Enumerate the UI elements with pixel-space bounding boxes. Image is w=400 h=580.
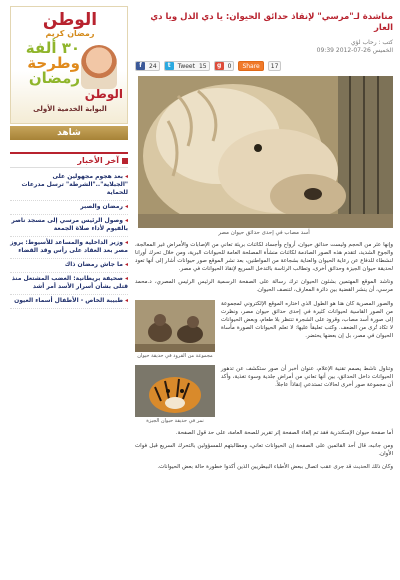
ramadan-ad-banner[interactable] — [10, 6, 128, 124]
tweet-label: Tweet — [177, 62, 195, 70]
news-item-text: وزير الداخلية والمساعد للأسيوط: بروز مصر بعد العقاد على رأس وقد القضاء — [10, 239, 128, 254]
article-paragraph: وكان ذلك الحديث قد جرى عقب اتصال ببعض الأطباء البيطريين الذين أكدوا خطورة حالة بعض الحيوانات. — [157, 464, 393, 470]
article-paragraph: وإنها عثر من الحجم وليست حدائق حيوان، أرواح وأجساد لكائنات بريئة تعاني من الإصابات والأمراض غير المعالجة، والجوع الشديد، لتقدم هذه الصور الصادمة لكائنات منشأة المصلحة العامة للحيوانات البرية، ومن خلال تحرك أورانا لنشطاء للدفاع عن رعاية الحيوان والعناية بشجاعة من المواطنين، بعد نشر الموقع صور حيوانات أشار إلى أنها تعود لحديقة حيوان الجيزة وحدائق أخرى، وتطالب الرئاسة بالتدخل السريع لإنقاذ الحيوانات في مصر. — [135, 242, 393, 272]
article-paragraph: وتناول ناشط يصمم تقنية الإعلام، عنوان أخبر أن صور ستكشف عن تدهور الحيوانات داخل الحدائق، بين أنها تعاني من أمراض جلدية وسوء تغذية، وأكد أن مجموعة صور أخرى لحالات تستدعي إنقاذاً عاجلاً. — [221, 366, 393, 388]
gplus-count: 0 — [227, 62, 232, 70]
share-count — [268, 61, 282, 71]
square-icon — [122, 158, 128, 164]
article-date: الخميس 26-07-2012 09:39 — [316, 47, 393, 54]
share-bar — [135, 60, 393, 72]
news-item[interactable] — [10, 295, 128, 309]
monkeys-caption: مجموعة من القرود في حديقة حيوان — [137, 353, 213, 359]
ad-headline-3: رمضان — [28, 69, 80, 87]
ad-girl-photo — [81, 45, 117, 89]
news-item-text: صحيفة بريطانية: الغضب المشتعل منذ قتلى بشأن أسرار الأسد أمر أشد — [11, 275, 128, 290]
article-paragraph: ومن جانبه، قال أحد القائمين على الصفحة إن الحيوانات تعاني، ومطالبتهم للمسؤولين بالتحرك السريع قبل فوات الأوان. — [135, 443, 393, 457]
share-button[interactable] — [238, 61, 263, 71]
content-block-monkeys — [135, 300, 393, 359]
lion-photo — [138, 76, 393, 228]
article-paragraph: أما صفحة حيوان الإسكندرية فقد تم إلغاء الصفحة إثر تقرير للصحة العامة، على حد قول الصفحة. — [175, 430, 393, 436]
news-item[interactable] — [10, 273, 128, 295]
ad-headline-2: وطرحة — [27, 54, 80, 72]
ad-tagline: البوابة الخدمية الأولى — [33, 105, 107, 113]
bullet-icon: ◂ — [124, 217, 128, 224]
content-block-tiger — [135, 365, 393, 424]
news-item-text: رمضان والصبر — [80, 203, 123, 210]
ad-headline — [16, 41, 80, 86]
lead-figure — [135, 76, 393, 236]
tiger-photo — [135, 365, 215, 417]
news-item[interactable] — [10, 171, 128, 201]
article-meta — [135, 39, 393, 55]
ad-logo-sub: رمضان كريم — [45, 29, 95, 38]
bullet-icon: ◂ — [124, 173, 128, 180]
tweet-count: 15 — [198, 62, 207, 70]
news-item-text: بعد هجوم مجهولين على "الجبلاية".."الشرطة" ترسل مدرعات للحماية — [21, 173, 128, 196]
bullet-icon: ◂ — [124, 275, 128, 282]
news-item[interactable] — [10, 259, 128, 273]
news-item-text: وصول الرئيس مرسي إلى مسجد ناصر بالفيوم لأداء صلاة الجمعة — [11, 217, 128, 232]
facebook-count: 24 — [149, 62, 157, 70]
gplus-icon: g — [215, 62, 224, 70]
latest-news-box — [10, 152, 128, 309]
bullet-icon: ◂ — [124, 203, 128, 210]
news-list — [10, 168, 128, 309]
monkeys-figure — [135, 300, 215, 359]
gplus-button[interactable] — [214, 61, 235, 71]
tweet-button[interactable] — [164, 61, 210, 71]
article-paragraph: وناشد الموقع المهتمين بشئون الحيوان ترك رسالة على الصفحة الرسمية الرئيس الرئيس المصري، د.محمد مرسي، أن ينشر القضية بين دائرة المعارف، لتنصف الحيوان. — [135, 279, 393, 293]
watch-button[interactable]: شاهد — [10, 126, 128, 140]
lion-illustration — [138, 76, 393, 228]
tiger-figure — [135, 365, 215, 424]
news-item-text: ما جاش رمضان ذاك — [64, 261, 123, 268]
facebook-like-button[interactable] — [135, 61, 160, 71]
news-item-text: طبيبة الخاص - الأطفال أسماء العيون — [14, 297, 123, 304]
article-author: كتب : رحاب لؤي — [350, 39, 393, 46]
twitter-icon: t — [165, 62, 174, 70]
monkeys-illustration — [135, 300, 215, 352]
article-title: مناشدة لـ"مرسي" لإنقاذ حدائق الحيوان: يا دي الذل ويا دي العار — [150, 12, 393, 33]
ad-logo: الوطن — [42, 10, 98, 30]
bullet-icon: ◂ — [124, 239, 128, 246]
news-item[interactable] — [10, 237, 128, 259]
tiger-illustration — [135, 365, 215, 417]
share-count-value: 17 — [270, 62, 279, 70]
share-label: Share — [242, 62, 260, 70]
facebook-icon: f — [136, 62, 145, 70]
photo-caption: أسد مصاب في إحدى حدائق حيوان مصر — [218, 230, 310, 236]
tiger-caption: نمر في حديقة حيوان الجيزة — [146, 418, 204, 424]
news-item[interactable] — [10, 201, 128, 215]
ad-brand: الوطن — [84, 87, 123, 101]
bullet-icon: ◂ — [124, 297, 128, 304]
sidebar — [10, 6, 128, 309]
latest-news-header — [10, 154, 128, 168]
article-paragraph: والصور المصرية كان هنا هو الطول الذي اختاره الموقع الإلكتروني لمجموعة من الصور القاسية لحيوانات كثيرة في إحدى حدائق حيوان مصر، ونظرت إلى صورة أسد مصاب، وقرود على الشجرة تنتظر بلا طعام، وبعض الحيوانات لا تكاد تُرى من الضعف. وكتب تعليقاً عليها: لا تعلم الحيوانات الصورة مأساة الحيوان في مصر، بل إن بعضها يحتضر. — [221, 301, 393, 339]
article — [135, 12, 393, 471]
monkeys-photo — [135, 300, 215, 352]
latest-news-title: آخر الأخبار — [77, 156, 119, 165]
news-item[interactable] — [10, 215, 128, 237]
ad-headline-1: ٣٠ ألفة — [25, 39, 80, 57]
bullet-icon: ◂ — [124, 261, 128, 268]
